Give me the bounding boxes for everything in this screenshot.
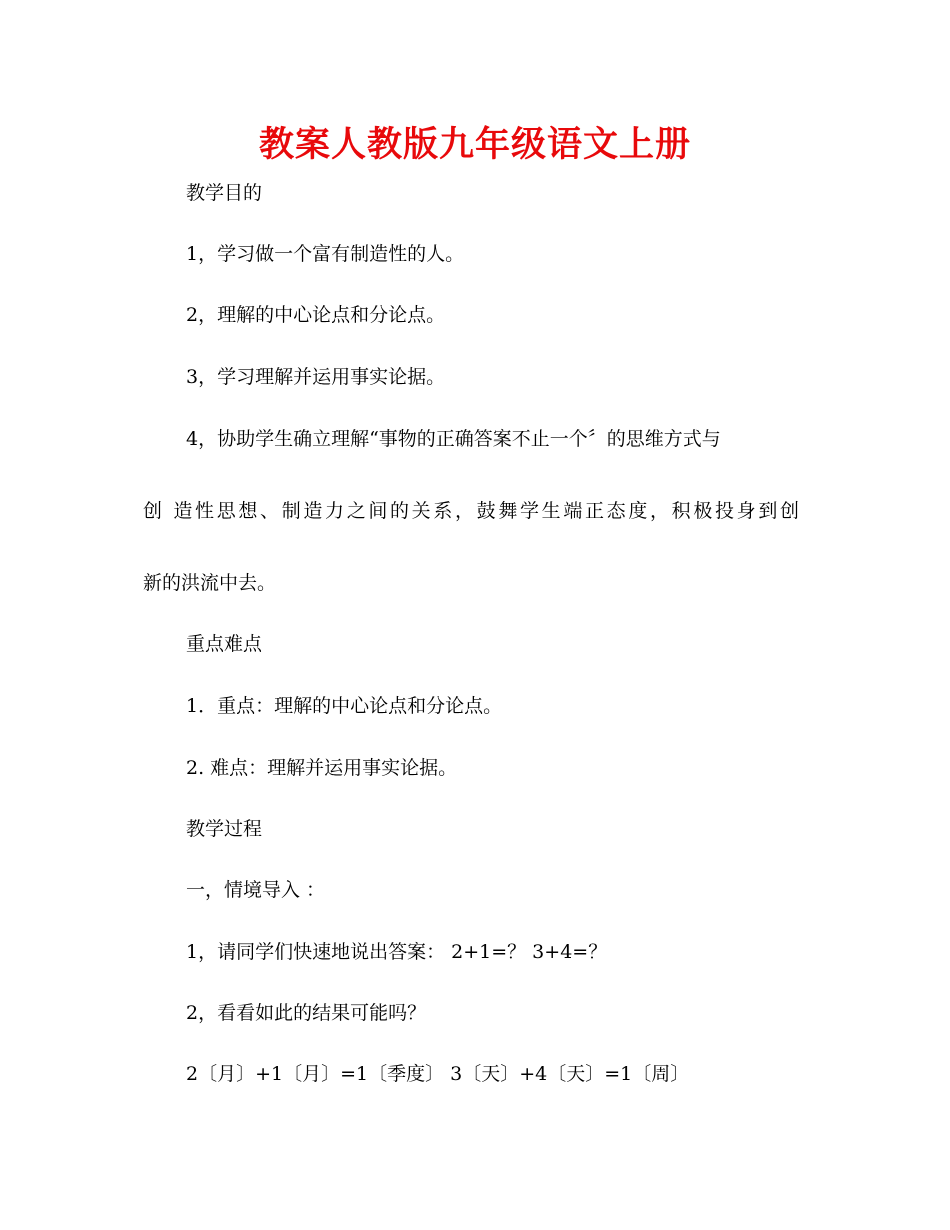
section-heading-process: 教学过程 xyxy=(186,818,263,840)
paragraph-line: 2〔月〕+1〔月〕=1〔季度〕 3〔天〕+4〔天〕=1〔周〕 xyxy=(186,1063,690,1085)
paragraph-line: 4，协助学生确立理解“事物的正确答案不止一个〞的思维方式与 xyxy=(186,428,721,450)
document-title: 教案人教版九年级语文上册 xyxy=(258,125,691,165)
paragraph-line: 1．重点：理解的中心论点和分论点。 xyxy=(186,695,503,717)
section-heading-key-points: 重点难点 xyxy=(186,633,263,655)
paragraph-line: 2. 难点：理解并运用事实论据。 xyxy=(186,757,458,779)
paragraph-line: 2，理解的中心论点和分论点。 xyxy=(186,304,446,326)
paragraph-line: 1，请同学们快速地说出答案： 2+1=？ 3+4=？ xyxy=(186,941,608,963)
paragraph-line: 1，学习做一个富有制造性的人。 xyxy=(186,243,465,265)
paragraph-line: 一，情境导入 ： xyxy=(186,879,326,901)
paragraph-line: 创 造性思想、制造力之间的关系，鼓舞学生端正态度，积极投身到创 xyxy=(143,500,799,522)
section-heading-objectives: 教学目的 xyxy=(186,182,263,204)
paragraph-line: 3，学习理解并运用事实论据。 xyxy=(186,366,446,388)
paragraph-line: 2，看看如此的结果可能吗？ xyxy=(186,1002,427,1024)
paragraph-line: 新的洪流中去。 xyxy=(143,572,277,594)
